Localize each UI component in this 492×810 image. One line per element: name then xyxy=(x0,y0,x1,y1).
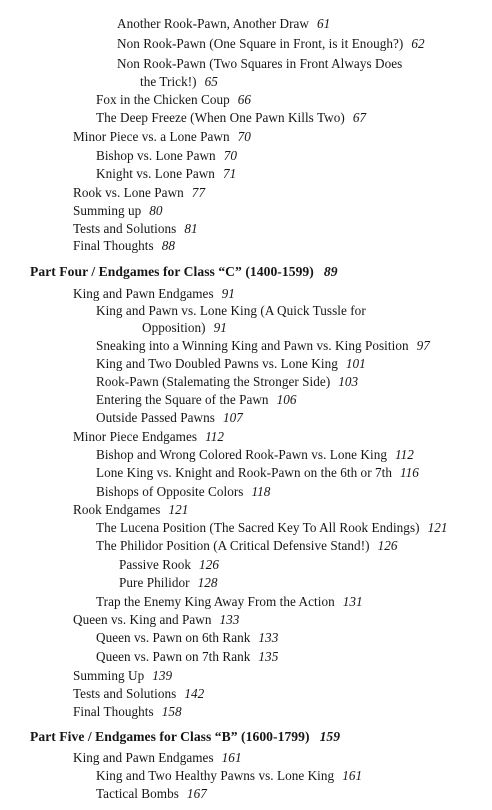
toc-entry-page: 161 xyxy=(221,750,242,765)
toc-entry-page: 128 xyxy=(197,575,218,590)
toc-entry-page: 107 xyxy=(222,410,243,425)
toc-entry-page: 71 xyxy=(222,166,237,181)
toc-entry-page: 70 xyxy=(237,129,251,144)
toc-entry-title: Rook vs. Lone Pawn xyxy=(73,185,184,200)
toc-entry xyxy=(117,35,425,53)
toc-entry xyxy=(96,629,278,647)
toc-entry xyxy=(73,237,175,255)
toc-entry xyxy=(73,611,239,629)
toc-entry-page: 139 xyxy=(152,668,173,683)
toc-entry-title: Non Rook-Pawn (Two Squares in Front Always Does xyxy=(117,56,403,71)
toc-entry-page: 142 xyxy=(184,686,205,701)
toc-entry-title: Queen vs. King and Pawn xyxy=(73,612,212,627)
toc-entry-title: Queen vs. Pawn on 7th Rank xyxy=(96,649,251,664)
toc-entry-title: Tactical Bombs xyxy=(96,786,179,801)
toc-entry xyxy=(73,202,163,220)
toc-entry-page: 131 xyxy=(342,594,363,609)
toc-entry-page: 106 xyxy=(276,392,297,407)
toc-entry-title: Rook Endgames xyxy=(73,502,161,517)
toc-entry xyxy=(73,667,172,685)
toc-entry-title: Rook-Pawn (Stalemating the Stronger Side) xyxy=(96,374,331,389)
toc-entry-title: Pure Philidor xyxy=(119,575,190,590)
toc-entry xyxy=(73,749,242,767)
toc-entry-title: King and Pawn Endgames xyxy=(73,750,214,765)
toc-entry-page: 133 xyxy=(258,630,279,645)
toc-entry-title: Minor Piece Endgames xyxy=(73,429,198,444)
toc-entry xyxy=(96,165,236,183)
toc-entry-title: Passive Rook xyxy=(119,557,192,572)
toc-entry-page: 167 xyxy=(186,786,207,801)
toc-entry-title: Opposition) xyxy=(142,320,206,335)
toc-entry-page: 62 xyxy=(411,36,425,51)
toc-entry xyxy=(96,519,448,537)
toc-entry xyxy=(96,391,297,409)
toc-entry-page: 67 xyxy=(352,110,367,125)
toc-entry xyxy=(96,91,251,109)
toc-entry-title: Final Thoughts xyxy=(73,704,154,719)
toc-entry xyxy=(117,15,330,33)
toc-entry-title: Queen vs. Pawn on 6th Rank xyxy=(96,630,251,645)
toc-entry xyxy=(96,767,362,785)
toc-entry-title: Trap the Enemy King Away From the Action xyxy=(96,594,335,609)
toc-entry xyxy=(96,302,374,320)
toc-entry xyxy=(96,373,358,391)
toc-entry xyxy=(73,220,198,238)
toc-entry-title: Bishop vs. Lone Pawn xyxy=(96,148,216,163)
toc-entry xyxy=(73,703,182,721)
toc-entry-page: 158 xyxy=(161,704,182,719)
part-heading-title: Part Four / Endgames for Class “C” (1400-1599) xyxy=(30,264,314,279)
toc-entry-title: Another Rook-Pawn, Another Draw xyxy=(117,16,310,31)
toc-entry-page: 121 xyxy=(427,520,448,535)
toc-entry-page: 91 xyxy=(213,320,227,335)
toc-entry xyxy=(119,574,218,592)
toc-entry-title: The Lucena Position (The Sacred Key To All Rook Endings) xyxy=(96,520,420,535)
toc-entry-title: Lone King vs. Knight and Rook-Pawn on the 6th or 7th xyxy=(96,465,392,480)
toc-entry-title: Bishop and Wrong Colored Rook-Pawn vs. Lone King xyxy=(96,447,387,462)
toc-entry-title: Summing up xyxy=(73,203,142,218)
toc-entry-title: King and Two Doubled Pawns vs. Lone King xyxy=(96,356,338,371)
toc-entry xyxy=(96,593,363,611)
toc-entry xyxy=(73,501,188,519)
toc-entry xyxy=(96,355,366,373)
toc-entry-page: 81 xyxy=(184,221,198,236)
toc-entry-page: 65 xyxy=(204,74,218,89)
toc-entry-title: The Philidor Position (A Critical Defensive Stand!) xyxy=(96,538,370,553)
toc-entry-page: 97 xyxy=(416,338,430,353)
toc-entry-title: Fox in the Chicken Coup xyxy=(96,92,230,107)
toc-entry xyxy=(96,537,398,555)
toc-entry-title: King and Two Healthy Pawns vs. Lone King xyxy=(96,768,335,783)
toc-entry xyxy=(96,109,366,127)
toc-entry-page: 126 xyxy=(199,557,219,572)
toc-entry xyxy=(96,483,270,501)
toc-entry-page: 135 xyxy=(258,649,279,664)
part-heading xyxy=(30,728,340,746)
toc-entry-title: the Trick!) xyxy=(140,74,197,89)
toc-entry xyxy=(142,319,227,337)
toc-entry-page: 103 xyxy=(338,374,359,389)
toc-entry-page: 118 xyxy=(251,484,271,499)
part-heading-page: 89 xyxy=(323,264,338,279)
toc-entry-page: 133 xyxy=(219,612,240,627)
toc-entry-title: Entering the Square of the Pawn xyxy=(96,392,269,407)
toc-entry-title: Non Rook-Pawn (One Square in Front, is it Enough?) xyxy=(117,36,404,51)
toc-entry xyxy=(96,648,278,666)
toc-entry-title: Tests and Solutions xyxy=(73,686,177,701)
toc-entry-page: 77 xyxy=(191,185,206,200)
toc-entry-page: 121 xyxy=(168,502,189,517)
toc-entry-title: King and Pawn Endgames xyxy=(73,286,214,301)
toc-entry xyxy=(119,556,219,574)
toc-entry xyxy=(73,428,224,446)
toc-entry xyxy=(96,147,237,165)
toc-entry-title: Outside Passed Pawns xyxy=(96,410,215,425)
toc-entry-page: 101 xyxy=(345,356,366,371)
part-heading-page: 159 xyxy=(319,729,341,744)
toc-entry-page: 126 xyxy=(377,538,398,553)
toc-entry-page: 70 xyxy=(223,148,237,163)
toc-entry-page: 88 xyxy=(161,238,175,253)
toc-entry-page: 112 xyxy=(205,429,225,444)
toc-entry-title: Tests and Solutions xyxy=(73,221,177,236)
toc-entry-title: Summing Up xyxy=(73,668,145,683)
toc-entry-title: Bishops of Opposite Colors xyxy=(96,484,244,499)
toc-entry xyxy=(96,446,414,464)
part-heading xyxy=(30,263,338,281)
toc-entry-page: 116 xyxy=(400,465,419,480)
toc-entry xyxy=(96,785,207,803)
toc-entry-title: The Deep Freeze (When One Pawn Kills Two) xyxy=(96,110,345,125)
toc-entry xyxy=(96,337,430,355)
toc-entry-title: Sneaking into a Winning King and Pawn vs. King Position xyxy=(96,338,409,353)
toc-entry-title: Knight vs. Lone Pawn xyxy=(96,166,215,181)
toc-entry-title: King and Pawn vs. Lone King (A Quick Tussle for xyxy=(96,303,366,318)
part-heading-title: Part Five / Endgames for Class “B” (1600-1799) xyxy=(30,729,310,744)
toc-entry-page: 80 xyxy=(149,203,163,218)
toc-entry xyxy=(140,73,218,91)
toc-entry xyxy=(73,285,235,303)
toc-entry-page: 91 xyxy=(221,286,235,301)
toc-entry-page: 66 xyxy=(237,92,252,107)
toc-entry-page: 61 xyxy=(317,16,331,31)
toc-entry-title: Minor Piece vs. a Lone Pawn xyxy=(73,129,230,144)
toc-entry xyxy=(73,184,205,202)
toc-entry xyxy=(117,55,410,73)
toc-entry xyxy=(73,128,251,146)
toc-entry xyxy=(73,685,204,703)
toc-entry-title: Final Thoughts xyxy=(73,238,154,253)
toc-entry-page: 161 xyxy=(342,768,363,783)
toc-entry xyxy=(96,409,243,427)
toc-entry xyxy=(96,464,419,482)
toc-entry-page: 112 xyxy=(395,447,414,462)
